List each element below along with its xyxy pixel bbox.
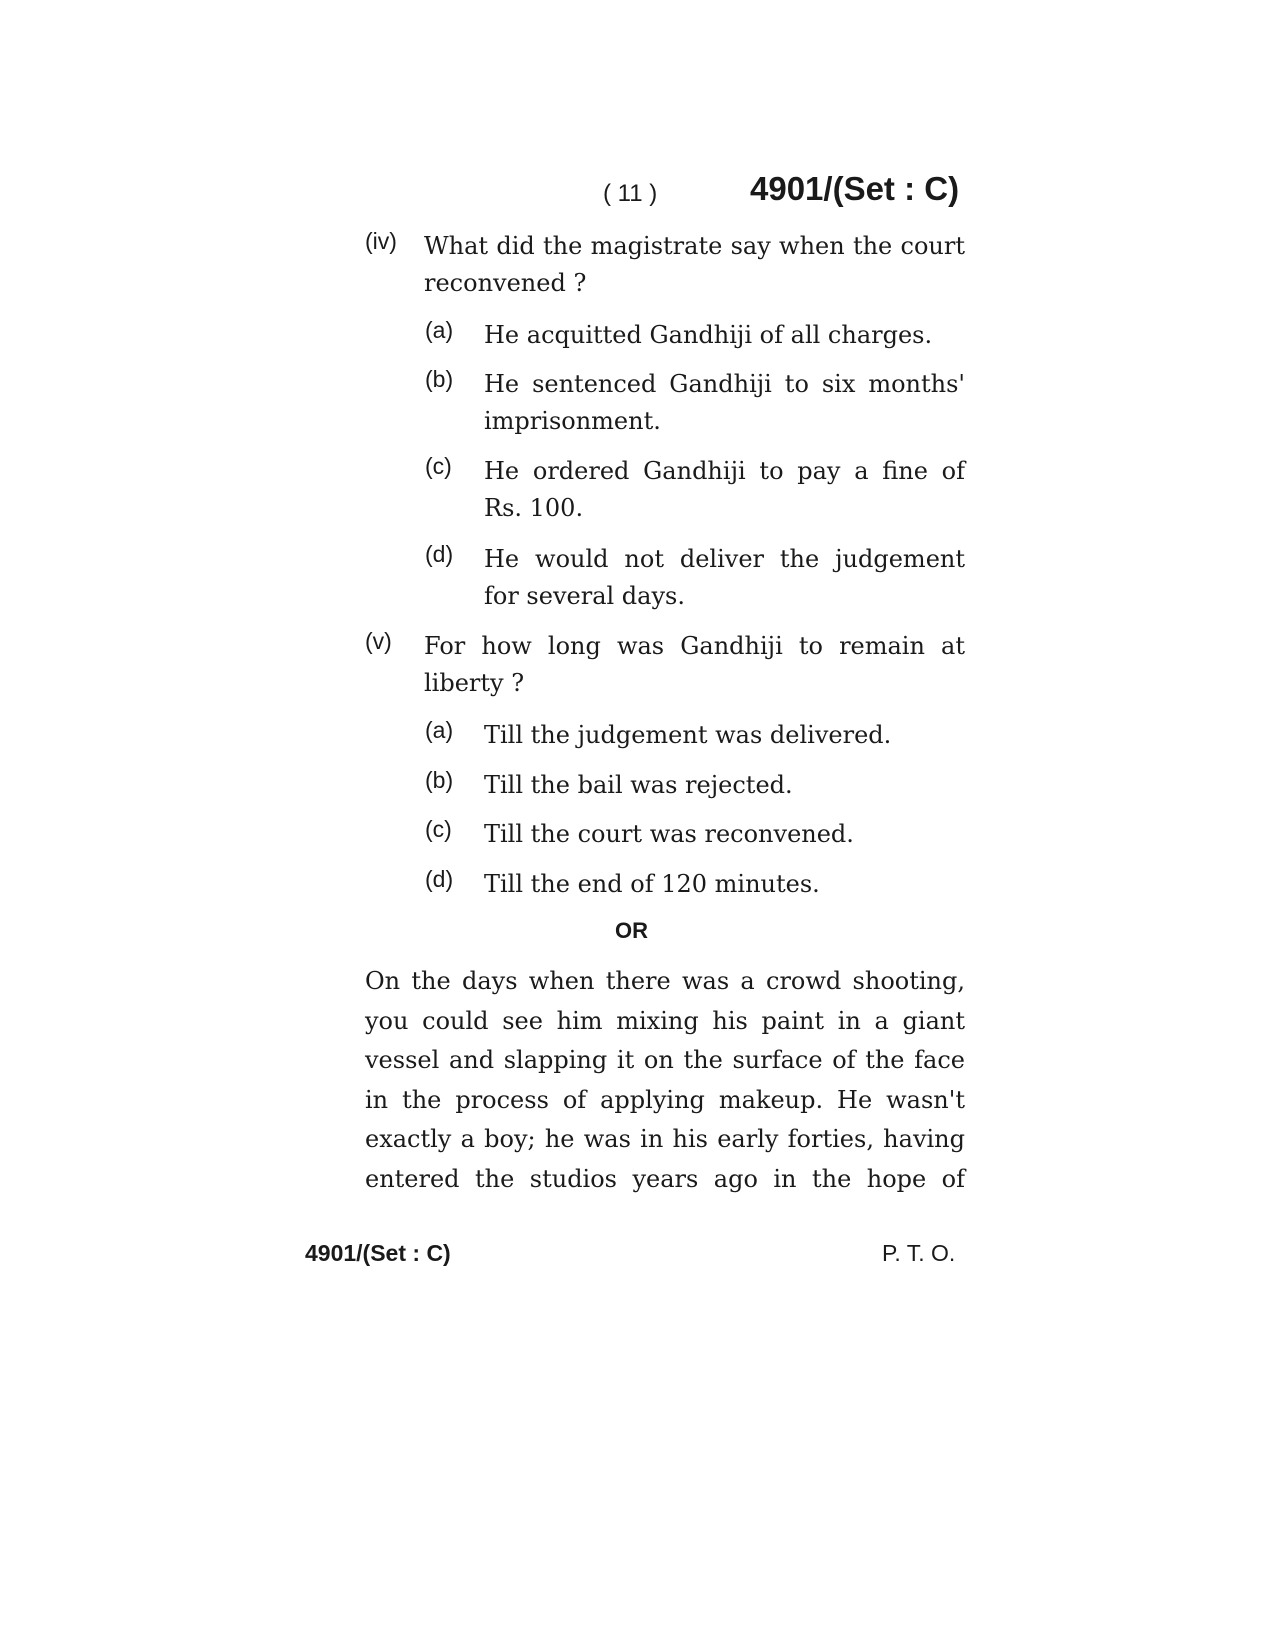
- option-text: Till the judgement was delivered.: [484, 721, 892, 749]
- option-v-c: [425, 816, 965, 853]
- option-v-a: [425, 717, 965, 754]
- option-iv-b: [425, 366, 965, 440]
- option-v-b: [425, 767, 965, 804]
- pto-label: P. T. O.: [882, 1240, 956, 1266]
- question-iv: [365, 228, 965, 302]
- option-label: (b): [425, 366, 454, 392]
- option-label: (b): [425, 767, 454, 793]
- paper-code-footer: 4901/(Set : C): [305, 1240, 451, 1266]
- passage-text: On the days when there was a crowd shooting, you could see him mixing his paint in a giant vessel and slapping it on the surface of the face in the process of applying makeup. He wasn't exactly a boy; he was in his early forties, having entered the studios years ago in the hope of: [365, 967, 965, 1193]
- option-text: He would not deliver the judgement for several days.: [484, 545, 965, 610]
- option-label: (c): [425, 453, 452, 479]
- option-text: He acquitted Gandhiji of all charges.: [484, 321, 933, 349]
- option-iv-d: [425, 541, 965, 615]
- option-text: He ordered Gandhiji to pay a fine of Rs. 100.: [484, 457, 965, 522]
- question-text: What did the magistrate say when the court reconvened ?: [424, 232, 965, 297]
- option-v-d: [425, 866, 965, 903]
- option-label: (d): [425, 541, 454, 567]
- option-iv-a: [425, 317, 965, 354]
- option-text: Till the bail was rejected.: [484, 771, 793, 799]
- page-number: ( 11 ): [603, 180, 658, 207]
- question-number: (v): [365, 628, 392, 654]
- option-text: He sentenced Gandhiji to six months' imprisonment.: [484, 370, 965, 435]
- or-separator: OR: [615, 918, 648, 943]
- option-iv-c: [425, 453, 965, 527]
- question-text: For how long was Gandhiji to remain at liberty ?: [424, 632, 965, 697]
- question-number: (iv): [365, 228, 397, 254]
- option-label: (a): [425, 317, 454, 343]
- option-text: Till the end of 120 minutes.: [484, 870, 820, 898]
- option-text: Till the court was reconvened.: [484, 820, 854, 848]
- paper-code-header: 4901/(Set : C): [750, 170, 960, 207]
- option-label: (d): [425, 866, 454, 892]
- question-v: [365, 628, 965, 702]
- option-label: (a): [425, 717, 454, 743]
- option-label: (c): [425, 816, 452, 842]
